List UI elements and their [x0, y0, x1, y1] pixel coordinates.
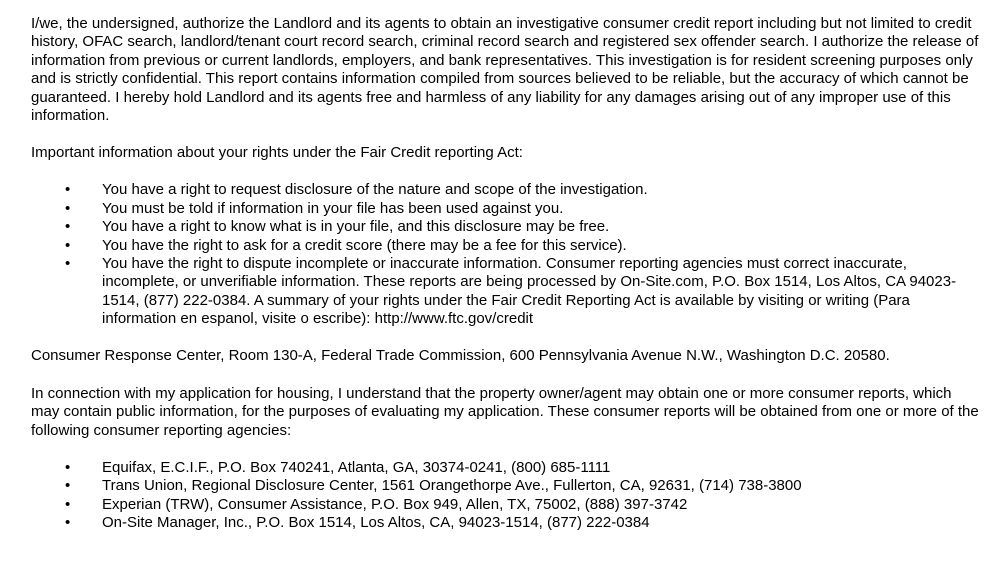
bullet-icon: •: [65, 458, 71, 476]
list-item: [31, 237, 981, 255]
list-item-text: You have a right to request disclosure of the nature and scope of the investigation.: [102, 181, 648, 199]
bullet-icon: •: [65, 477, 71, 495]
document-page: [31, 15, 981, 532]
list-item: [31, 514, 981, 532]
list-item-text: You have a right to know what is in your file, and this disclosure may be free.: [102, 218, 610, 236]
rights-list: [31, 181, 981, 328]
bullet-icon: •: [65, 199, 71, 217]
list-item-text: You have the right to dispute incomplete or inaccurate information. Consumer reporting agencies must correct inaccurate, incomplete, or unverifiable information. These reports are being processed by On-Site.com, P.O. Box 1514, Los Altos, CA 94023-1514, (877) 222-0384. A summary of your rights under the Fair Credit Reporting Act is available by visiting or writing (Para information en espanol, visite o escribe): http://www.ftc.gov/credit: [102, 255, 957, 328]
list-item: [31, 181, 981, 199]
bullet-icon: •: [65, 495, 71, 513]
agencies-list: [31, 459, 981, 533]
list-item: [31, 218, 981, 236]
authorization-paragraph: I/we, the undersigned, authorize the Landlord and its agents to obtain an investigative consumer credit report including but not limited to credit history, OFAC search, landlord/tenant court record search, criminal record search and registered sex offender search. I authorize the release of information from previous or current landlords, employers, and bank representatives. This investigation is for resident screening purposes only and is strictly confidential. This report contains information compiled from sources believed to be reliable, but the accuracy of which cannot be guaranteed. I hereby hold Landlord and its agents free and harmless of any liability for any damages arising out of any improper use of this information.: [31, 15, 979, 125]
bullet-icon: •: [65, 236, 71, 254]
ftc-address: Consumer Response Center, Room 130-A, Federal Trade Commission, 600 Pennsylvania Avenue N.W., Washington D.C. 20580.: [31, 347, 890, 365]
list-item: [31, 255, 981, 329]
list-item: [31, 200, 981, 218]
list-item-text: On-Site Manager, Inc., P.O. Box 1514, Los Altos, CA, 94023-1514, (877) 222-0384: [102, 513, 650, 531]
list-item: [31, 459, 981, 477]
rights-intro: Important information about your rights under the Fair Credit reporting Act:: [31, 144, 523, 162]
bullet-icon: •: [65, 181, 71, 199]
list-item-text: Experian (TRW), Consumer Assistance, P.O. Box 949, Allen, TX, 75002, (888) 397-3742: [102, 495, 688, 513]
housing-paragraph: In connection with my application for housing, I understand that the property owner/agent may obtain one or more consumer reports, which may contain public information, for the purposes of evaluating my application. These consumer reports will be obtained from one or more of the following consumer reporting agencies:: [31, 384, 979, 439]
bullet-icon: •: [65, 513, 71, 531]
list-item-text: Equifax, E.C.I.F., P.O. Box 740241, Atlanta, GA, 30374-0241, (800) 685-1111: [102, 458, 611, 476]
bullet-icon: •: [65, 218, 71, 236]
list-item-text: Trans Union, Regional Disclosure Center, 1561 Orangethorpe Ave., Fullerton, CA, 92631, (714) 738-3800: [102, 477, 802, 495]
list-item: [31, 477, 981, 495]
list-item: [31, 496, 981, 514]
list-item-text: You must be told if information in your file has been used against you.: [102, 199, 564, 217]
list-item-text: You have the right to ask for a credit score (there may be a fee for this service).: [102, 236, 627, 254]
bullet-icon: •: [65, 255, 71, 273]
